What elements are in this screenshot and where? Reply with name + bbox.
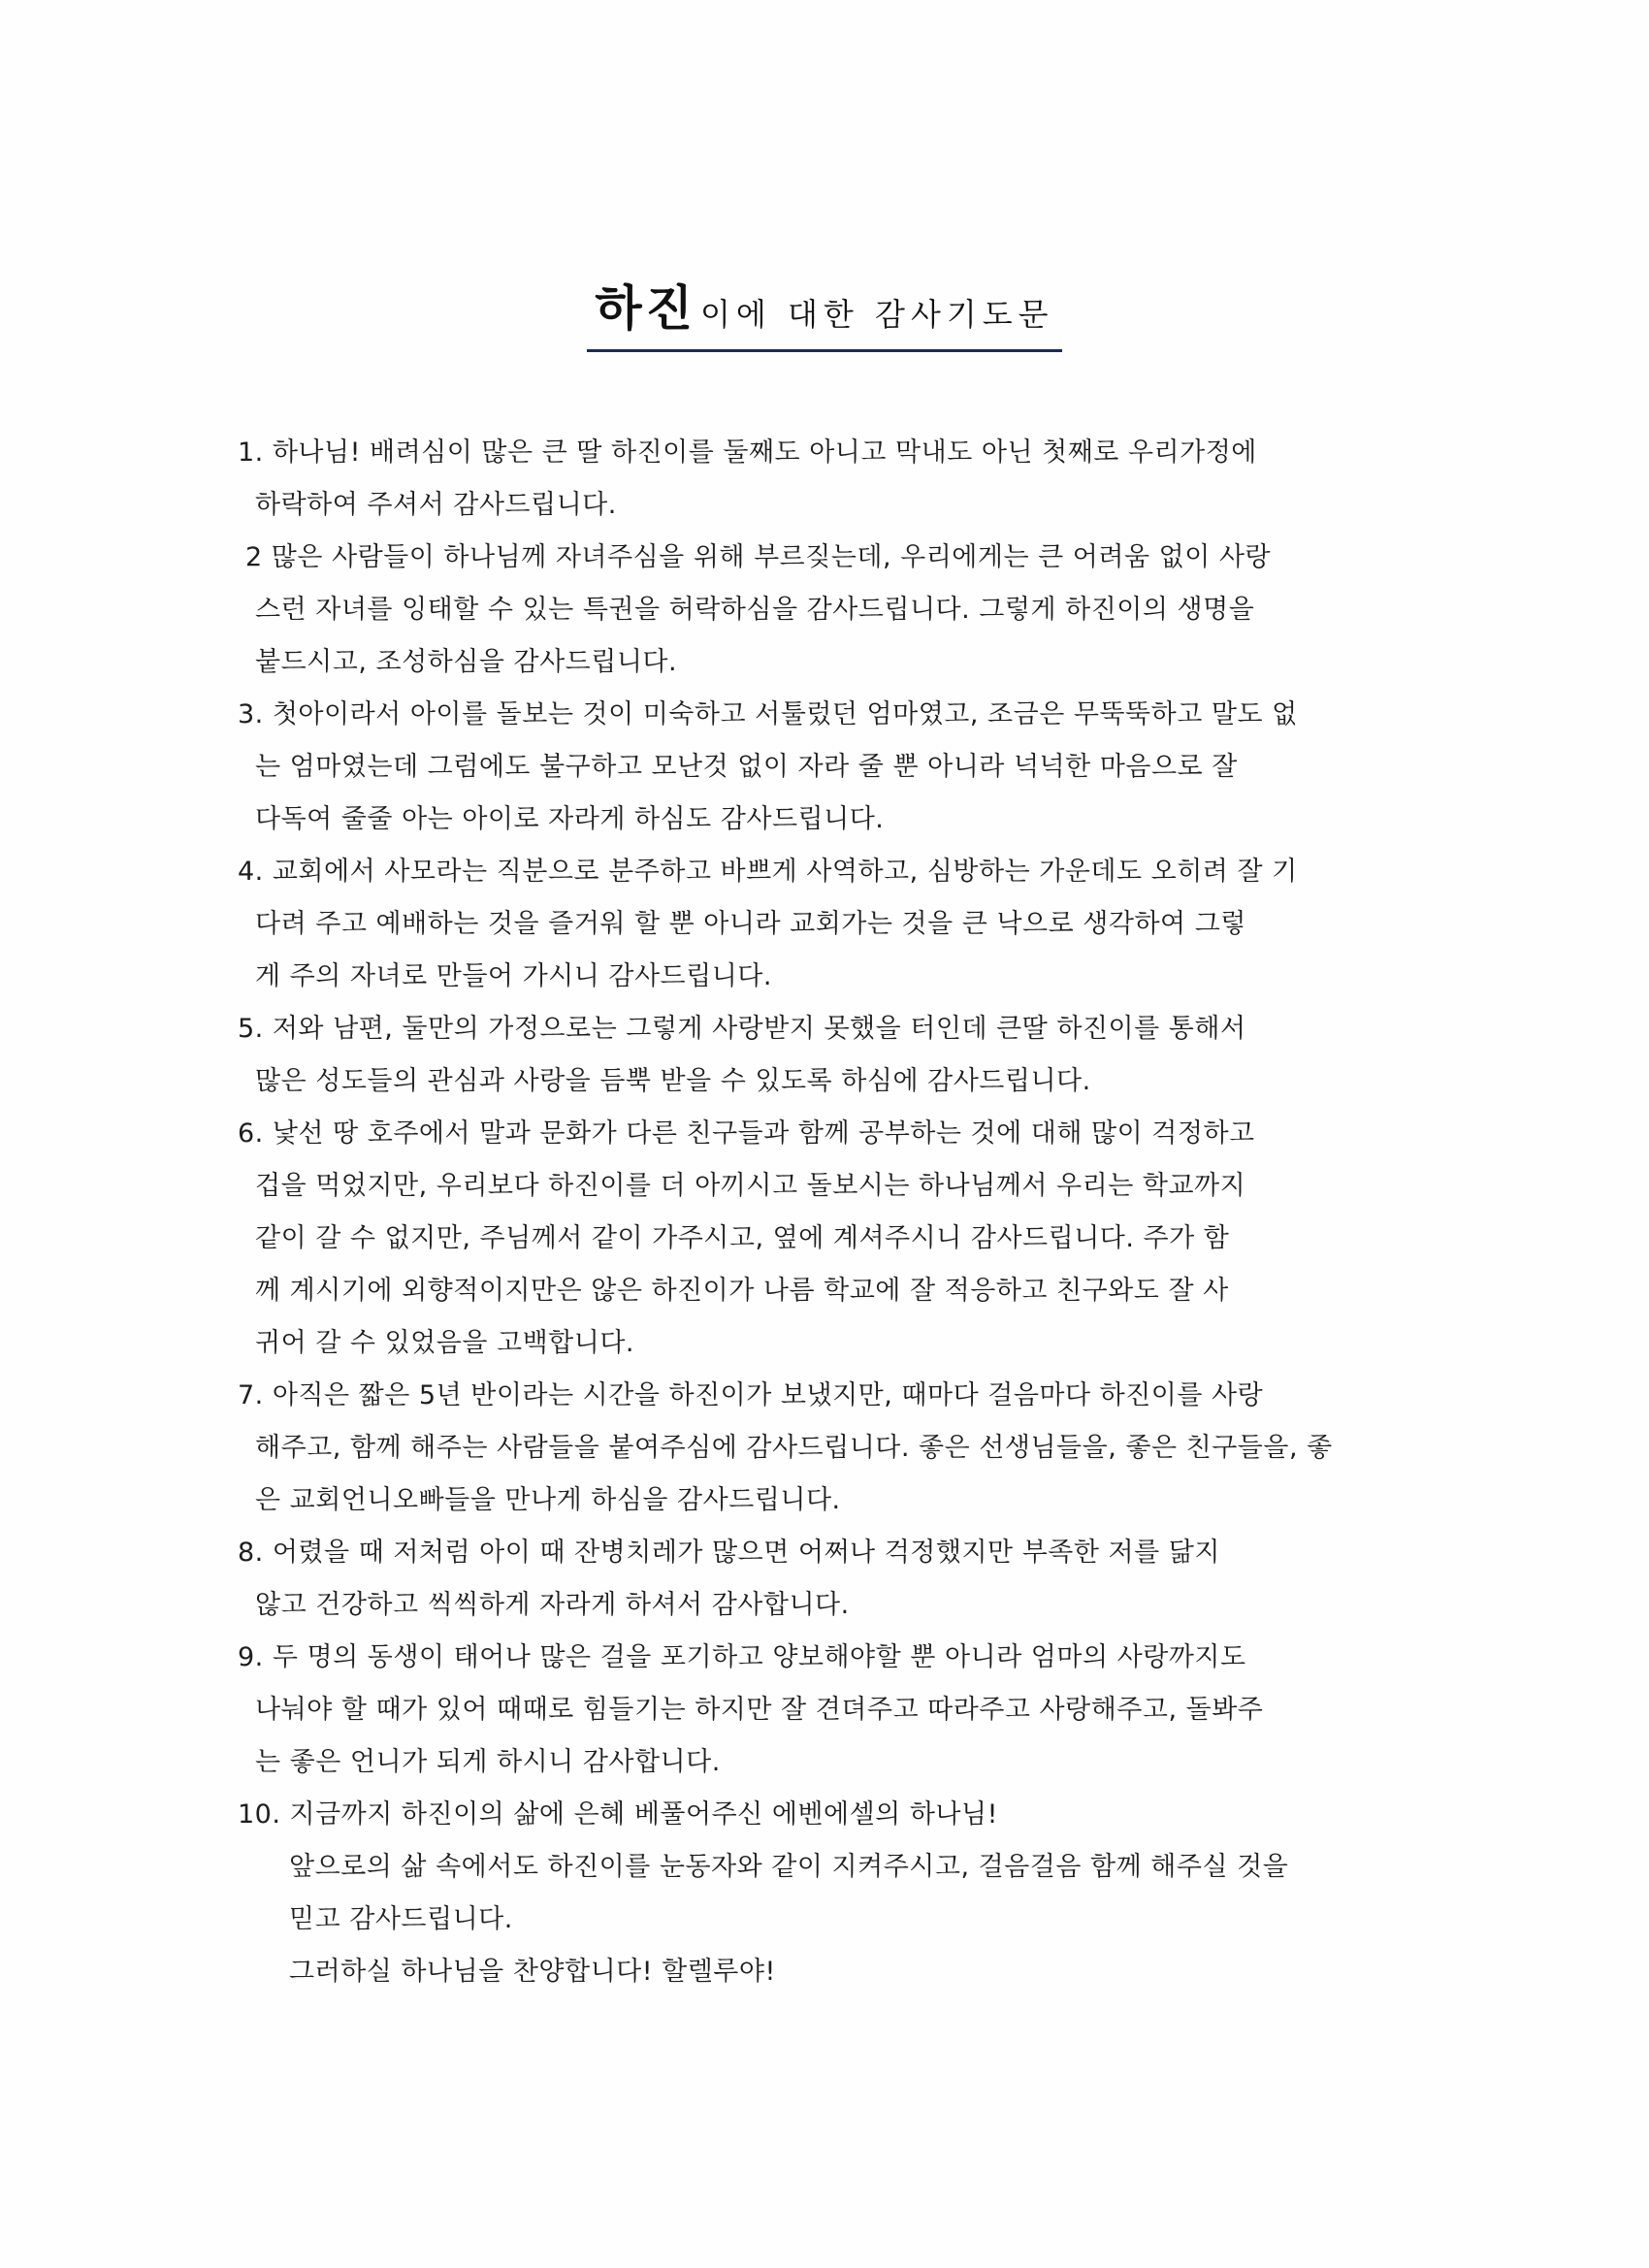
text-line: 는 엄마였는데 그럼에도 불구하고 모난것 없이 자라 줄 뿐 아니라 넉넉한 마음으로 잘 (255, 752, 1238, 782)
text-line: 8. 어렸을 때 저처럼 아이 때 잔병치레가 많으면 어쩌나 걱정했지만 부족한 저를 닮지 (238, 1538, 1220, 1568)
text-line: 다려 주고 예배하는 것을 즐거워 할 뿐 아니라 교회가는 것을 큰 낙으로 생각하여 그렇 (255, 909, 1246, 939)
text-line: 께 계시기에 외향적이지만은 않은 하진이가 나름 학교에 잘 적응하고 친구와도 잘 사 (255, 1276, 1229, 1306)
text-line: 해주고, 함께 해주는 사람들을 붙여주심에 감사드립니다. 좋은 선생님들을, 좋은 친구들을, 좋 (255, 1433, 1333, 1463)
title-name: 하진 (595, 280, 697, 337)
text-line: 는 좋은 언니가 되게 하시니 감사합니다. (255, 1747, 721, 1777)
text-line: 나눠야 할 때가 있어 때때로 힘들기는 하지만 잘 견뎌주고 따라주고 사랑해주고, 돌봐주 (255, 1695, 1264, 1725)
text-line: 9. 두 명의 동생이 태어나 많은 걸을 포기하고 양보해야할 뿐 아니라 엄마의 사랑까지도 (238, 1642, 1246, 1672)
text-line: 그러하실 하나님을 찬양합니다! 할렐루야! (289, 1957, 776, 1987)
text-line: 10. 지금까지 하진이의 삶에 은혜 베풀어주신 에벤에셀의 하나님! (238, 1799, 998, 1830)
text-line: 스런 자녀를 잉태할 수 있는 특권을 허락하심을 감사드립니다. 그렇게 하진이의 생명을 (255, 595, 1255, 625)
text-line: 4. 교회에서 사모라는 직분으로 분주하고 바쁘게 사역하고, 심방하는 가운데도 오히려 잘 기 (238, 857, 1298, 887)
text-line: 많은 성도들의 관심과 사랑을 듬뿍 받을 수 있도록 하심에 감사드립니다. (255, 1066, 1091, 1096)
text-line: 은 교회언니오빠들을 만나게 하심을 감사드립니다. (255, 1485, 841, 1515)
text-line: 하락하여 주셔서 감사드립니다. (255, 490, 617, 520)
text-line: 게 주의 자녀로 만들어 가시니 감사드립니다. (255, 961, 772, 991)
text-line: 1. 하나님! 배려심이 많은 큰 딸 하진이를 둘째도 아니고 막내도 아닌 첫째로 우리가정에 (238, 437, 1257, 468)
title-rest: 이에 대한 감사기도문 (700, 296, 1054, 333)
text-line: 앞으로의 삶 속에서도 하진이를 눈동자와 같이 지켜주시고, 걸음걸음 함께 해주실 것을 (289, 1852, 1289, 1882)
text-line: 겁을 먹었지만, 우리보다 하진이를 더 아끼시고 돌보시는 하나님께서 우리는 학교까지 (255, 1171, 1246, 1201)
prayer-body (238, 427, 1411, 1998)
text-line: 3. 첫아이라서 아이를 돌보는 것이 미숙하고 서툴렀던 엄마였고, 조금은 무뚝뚝하고 말도 없 (238, 699, 1298, 729)
text-line: 5. 저와 남편, 둘만의 가정으로는 그렇게 사랑받지 못했을 터인데 큰딸 하진이를 통해서 (238, 1014, 1246, 1044)
text-line: 6. 낯선 땅 호주에서 말과 문화가 다른 친구들과 함께 공부하는 것에 대해 많이 걱정하고 (238, 1118, 1255, 1149)
text-line: 2 많은 사람들이 하나님께 자녀주심을 위해 부르짖는데, 우리에게는 큰 어려움 없이 사랑 (245, 542, 1272, 572)
title-container (0, 270, 1649, 352)
text-line: 믿고 감사드립니다. (289, 1904, 513, 1934)
text-line: 않고 건강하고 씩씩하게 자라게 하셔서 감사합니다. (255, 1590, 850, 1620)
text-line: 붙드시고, 조성하심을 감사드립니다. (255, 647, 678, 677)
page-title (587, 270, 1061, 352)
text-line: 같이 갈 수 없지만, 주님께서 같이 가주시고, 옆에 계셔주시니 감사드립니다. 주가 함 (255, 1223, 1230, 1253)
text-line: 다독여 줄줄 아는 아이로 자라게 하심도 감사드립니다. (255, 804, 885, 834)
text-line: 7. 아직은 짧은 5년 반이라는 시간을 하진이가 보냈지만, 때마다 걸음마다 하진이를 사랑 (238, 1380, 1264, 1410)
text-line: 귀어 갈 수 있었음을 고백합니다. (255, 1328, 634, 1358)
